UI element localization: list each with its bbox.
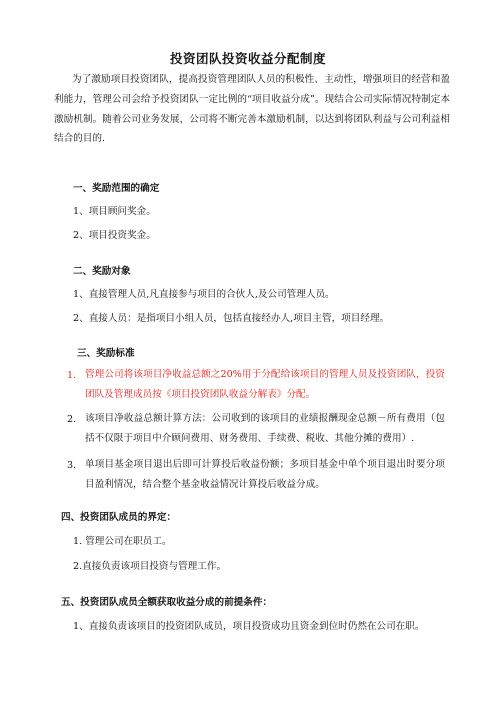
section-1-item-1: 1、项目顾问奖金。 xyxy=(73,206,156,217)
section-3-item-1-number: 1. xyxy=(67,370,77,381)
document-title: 投资团队投资收益分配制度 xyxy=(169,51,326,66)
section-4-heading: 四、投资团队成员的界定： xyxy=(61,512,177,523)
section-4-item-1: 1. 管理公司在职员工。 xyxy=(73,536,172,547)
section-5-item-1: 1、直接负责该项目的投资团队成员，项目投资成功且资金到位时仍然在公司在职。 xyxy=(73,621,425,632)
section-4-item-2: 2.直接负责该项目投资与管理工作。 xyxy=(73,561,227,572)
section-3-item-2-number: 2. xyxy=(67,414,77,425)
section-3-item-3-text: 单项目基金项目退出后即可计算投后收益份额；多项目基金中单个项目退出时要分项目盈利情况，结合整个基金收益情况计算投后收益分成。 xyxy=(85,459,445,490)
section-2-heading: 二、奖励对象 xyxy=(73,266,131,277)
section-5-heading: 五、投资团队成员全额获取收益分成的前提条件： xyxy=(61,597,273,608)
section-3-item-3-number: 3. xyxy=(67,460,77,471)
section-3-item-1-text: 管理公司将该项目净收益总额之20%用于分配给该项目的管理人员及投资团队，投资团队及管理成员按《项目投资团队收益分解表》分配。 xyxy=(85,369,445,400)
section-3-heading: 三、奖励标准 xyxy=(77,348,135,359)
intro-paragraph: 为了激励项目投资团队，提高投资管理团队人员的积极性、主动性，增强项目的经营和盈利能力，管理公司会给予投资团队一定比例的“项目收益分成”。现结合公司实际情况特制定本激励机制。随着公司业务发展，公司将不断完善本激励机制，以达到将团队利益与公司利益相结合的目的. xyxy=(54,74,450,145)
section-2-item-2: 2、直接人员：是指项目小组人员，包括直接经办人,项目主管，项目经理。 xyxy=(73,313,390,324)
section-2-item-1: 1、直接管理人员,凡直接参与项目的合伙人,及公司管理人员。 xyxy=(73,289,335,300)
section-1-heading: 一、奖励范围的确定 xyxy=(73,183,160,194)
section-1-item-2: 2、项目投资奖金。 xyxy=(73,230,156,241)
section-3-item-2-text: 该项目净收益总额计算方法：公司收到的该项目的业绩报酬现金总额－所有费用（包括不仅限于项目中介顾问费用、财务费用、手续费、税收、其他分摊的费用）. xyxy=(85,413,445,444)
